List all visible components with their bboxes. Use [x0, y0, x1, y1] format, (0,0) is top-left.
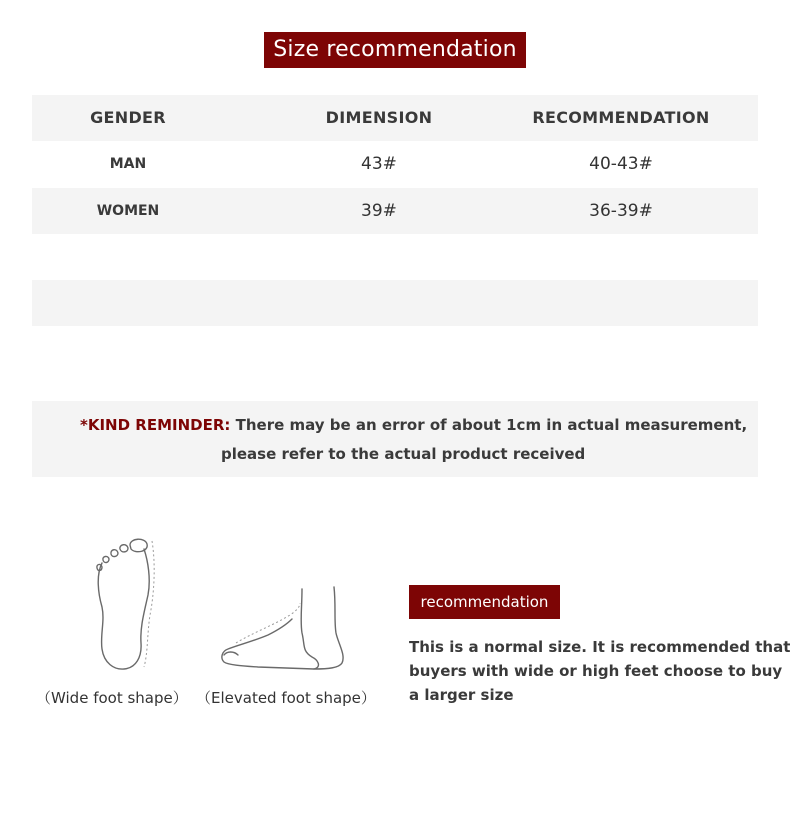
foot-side-view-icon [218, 585, 350, 671]
wide-foot-caption: （Wide foot shape） [36, 689, 188, 707]
reminder-line-1 [80, 416, 747, 434]
table-row [32, 141, 758, 187]
table-header-row [32, 95, 758, 141]
reminder-text: There may be an error of about 1cm in actual measurement, [230, 416, 748, 434]
recommendation-label: recommendation [409, 585, 560, 619]
recommendation-cell: 36-39# [589, 201, 653, 221]
header-recommendation: RECOMMENDATION [532, 108, 710, 127]
dimension-cell: 43# [361, 154, 397, 174]
foot-top-view-icon [90, 535, 160, 675]
gender-cell: MAN [109, 156, 147, 172]
dimension-cell: 39# [361, 201, 397, 221]
recommendation-line: buyers with wide or high feet choose to buy [409, 662, 783, 680]
recommendation-text [409, 635, 790, 707]
recommendation-line: This is a normal size. It is recommended that [409, 638, 790, 656]
header-gender: GENDER [90, 108, 166, 127]
empty-table-row [32, 280, 758, 326]
reminder-label: *KIND REMINDER: [80, 416, 231, 434]
kind-reminder-box [32, 401, 758, 477]
table-row [32, 188, 758, 234]
elevated-foot-caption: （Elevated foot shape） [196, 689, 376, 707]
gender-cell: WOMEN [96, 203, 160, 219]
page-title: Size recommendation [264, 32, 526, 68]
header-dimension: DIMENSION [325, 108, 433, 127]
recommendation-cell: 40-43# [589, 154, 653, 174]
recommendation-line: a larger size [409, 686, 514, 704]
empty-table-row [32, 234, 758, 280]
reminder-line-2: please refer to the actual product received [221, 445, 586, 463]
